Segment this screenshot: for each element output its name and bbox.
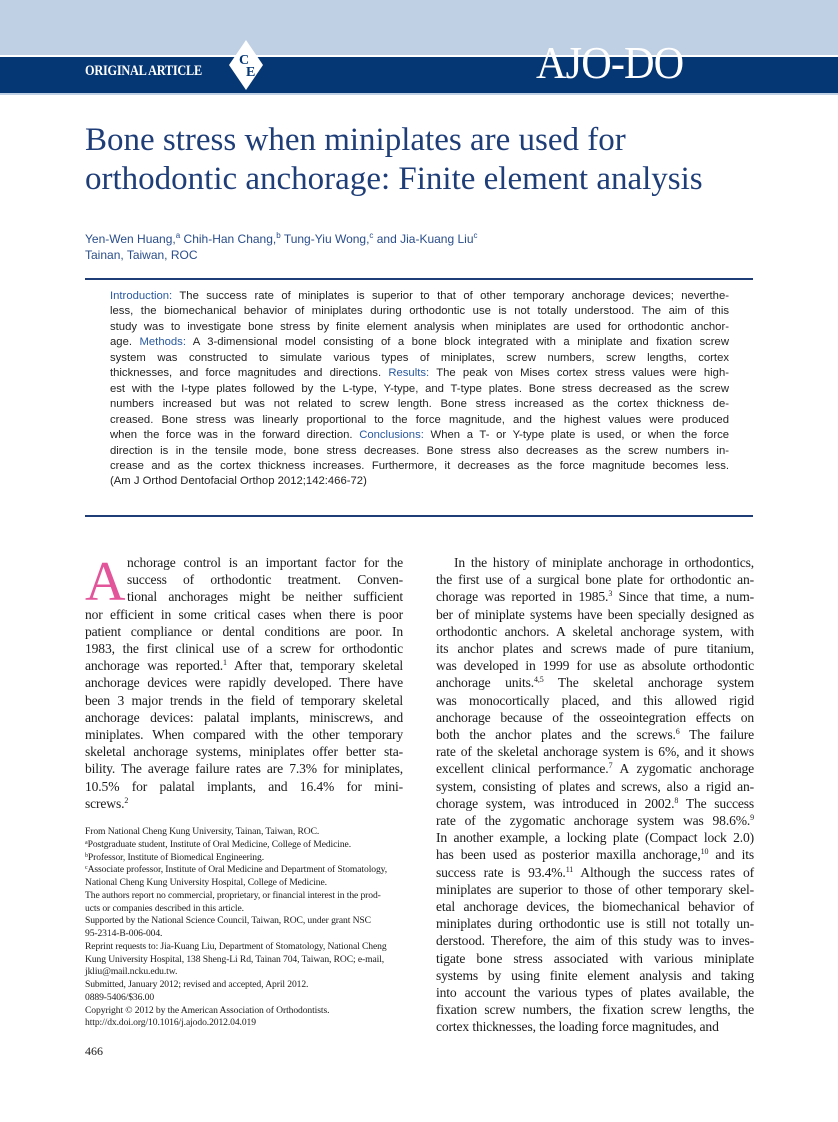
- text-line: [436, 932, 754, 949]
- text-segment: fixation screw numbers, the fixation screw lengths, the: [436, 1002, 754, 1018]
- abstract-section-label: Methods:: [139, 336, 186, 349]
- author-location: Tainan, Taiwan, ROC: [85, 248, 198, 262]
- text-segment: creased. Bone stress was linearly proportional to the force magnitude, and the highest values were produced: [110, 413, 729, 426]
- reference-superscript: 4,5: [534, 675, 544, 685]
- header-divider: [0, 93, 838, 95]
- text-segment: has been used as posterior maxilla anchorage,: [436, 847, 701, 863]
- section-label: ORIGINAL ARTICLE: [85, 63, 202, 79]
- text-segment: rate of the zygomatic anchorage system was 98.6%.: [436, 813, 751, 829]
- author-name: Tung-Yiu Wong,: [280, 232, 370, 246]
- text-segment: anchorage was reported.: [85, 658, 224, 674]
- text-line: [85, 826, 403, 839]
- text-segment: nor efficient in some critical cases when there is poor: [85, 606, 403, 622]
- text-segment: the first use of a surgical bone plate for orthodontic an-: [436, 572, 754, 588]
- text-line: [436, 1018, 754, 1035]
- text-line: [436, 640, 754, 657]
- text-segment: Copyright © 2012 by the American Association of Orthodontists.: [85, 1004, 330, 1016]
- text-segment: 1983, the first clinical use of a screw for orthodontic: [85, 641, 403, 657]
- text-line: [436, 898, 754, 915]
- text-segment: From National Cheng Kung University, Tainan, Taiwan, ROC.: [85, 826, 320, 837]
- text-line: [85, 571, 403, 588]
- text-line: [85, 657, 403, 674]
- text-segment: was developed in 1999 for use as absolute orthodontic: [436, 658, 754, 674]
- text-segment: 0889-5406/$36.00: [85, 991, 155, 1003]
- text-segment: cortex thicknesses, the loading force magnitudes, and: [436, 1019, 719, 1035]
- text-segment: The authors report no commercial, proprietary, or financial interest in the prod-: [85, 889, 381, 901]
- drop-cap: A: [85, 551, 126, 613]
- text-segment: into account the various types of plates available, the: [436, 985, 754, 1001]
- text-segment: The peak von Mises cortex stress values were high-: [429, 367, 729, 380]
- text-line: [85, 839, 403, 852]
- text-segment: A zygomatic anchorage: [612, 761, 754, 777]
- text-segment: been 3 major trends in the field of temporary skeletal: [85, 692, 403, 708]
- text-segment: miniplates are superior to those of other temporary skel-: [436, 881, 754, 897]
- text-segment: ber of miniplate systems have been specially designed as: [436, 606, 754, 622]
- reference-superscript: 1: [223, 658, 227, 668]
- abstract-section-label: Conclusions:: [359, 429, 424, 442]
- text-segment: anchorage devices: palatal implants, miniscrews, and: [85, 709, 403, 725]
- text-line: [110, 444, 729, 459]
- text-line: [85, 554, 403, 571]
- text-line: [436, 606, 754, 623]
- text-segment: jkliu@mail.ncku.edu.tw.: [85, 966, 178, 978]
- reference-superscript: c: [85, 865, 88, 872]
- text-segment: tigate bone stress associated with various miniplate: [436, 950, 754, 966]
- text-line: [110, 289, 729, 304]
- text-line: [85, 992, 403, 1005]
- text-segment: Since that time, a num-: [612, 589, 755, 605]
- text-line: [436, 726, 754, 743]
- reference-superscript: 11: [565, 864, 574, 874]
- title-line: orthodontic anchorage: Finite element analysis: [85, 161, 703, 197]
- abstract-top-rule: [85, 278, 753, 280]
- text-segment: tional anchorages might be neither sufficient: [127, 589, 403, 605]
- text-segment: skeletal anchorage systems, miniplates offer better sta-: [85, 744, 403, 760]
- text-segment: Professor, Institute of Biomedical Engineering.: [87, 851, 264, 863]
- text-segment: anchorage units.: [436, 675, 535, 691]
- author-name: Chih-Han Chang,: [180, 232, 277, 246]
- text-segment: success of orthodontic treatment. Conven-: [127, 572, 403, 588]
- text-line: [85, 674, 403, 691]
- text-line: [85, 864, 403, 877]
- reference-superscript: a: [85, 839, 88, 846]
- author-name: Yen-Wen Huang,: [85, 232, 176, 246]
- text-line: [110, 366, 729, 381]
- text-line: [110, 428, 729, 443]
- text-segment: Postgraduate student, Institute of Oral Medicine, College of Medicine.: [87, 838, 352, 850]
- author-name: and Jia-Kuang Liu: [373, 232, 474, 246]
- text-segment: etal anchorage devices, the biomechanical behavior of: [436, 899, 754, 915]
- text-line: [436, 674, 754, 691]
- text-line: [85, 966, 403, 979]
- text-line: [110, 397, 729, 412]
- text-segment: was monocortically placed, and this allowed rigid: [436, 692, 754, 708]
- text-segment: when the force was in the forward direction.: [110, 429, 360, 442]
- text-segment: miniplates during orthodontic use is still not totally un-: [436, 916, 754, 932]
- text-segment: study was to investigate bone stress by finite element analysis when miniplates are used for orthodontic anchor-: [110, 320, 729, 333]
- text-line: [85, 640, 403, 657]
- text-segment: Supported by the National Science Council, Taiwan, ROC, under grant NSC: [85, 915, 371, 927]
- text-line: [85, 877, 403, 890]
- header-light-band: [0, 0, 838, 55]
- text-line: [436, 812, 754, 829]
- text-segment: Reprint requests to: Jia-Kuang Liu, Department of Stomatology, National Cheng: [85, 940, 387, 952]
- text-line: [85, 915, 403, 928]
- text-segment: A 3-dimensional model consisting of a bone block integrated with a miniplate and fixation screw: [185, 336, 729, 349]
- text-segment: age.: [110, 336, 140, 349]
- text-line: [85, 890, 403, 903]
- text-segment: est with the I-type plates followed by the L-type, Y-type, and T-type plates. Bone stress decreased as the screw: [110, 382, 729, 395]
- text-line: [436, 846, 754, 863]
- text-line: [85, 760, 403, 777]
- abstract-section-label: Introduction:: [110, 290, 173, 302]
- ce-badge-bottom: E: [246, 65, 256, 80]
- text-line: [85, 623, 403, 640]
- text-line: [85, 954, 403, 967]
- footnotes: [85, 826, 403, 1030]
- text-line: [436, 657, 754, 674]
- text-line: [85, 928, 403, 941]
- authors-block: [85, 228, 478, 263]
- text-segment: system was constructed to simulate various types of miniplates, screw numbers, screw lengths, cortex: [110, 351, 729, 364]
- text-segment: less, the biomechanical behavior of miniplates during orthodontic use is not totally understood. The aim of this: [110, 305, 729, 318]
- text-segment: screws.: [85, 795, 125, 811]
- article-title: [85, 121, 785, 199]
- text-line: [85, 795, 403, 812]
- author-affiliation-mark: c: [473, 231, 478, 240]
- text-line: [110, 304, 729, 319]
- text-line: [85, 606, 403, 623]
- text-line: [436, 760, 754, 777]
- text-segment: The skeletal anchorage system: [543, 675, 754, 691]
- text-line: [110, 335, 729, 350]
- reference-superscript: 9: [750, 813, 754, 823]
- text-line: [110, 320, 729, 335]
- title-line: Bone stress when miniplates are used for: [85, 122, 626, 158]
- text-segment: The failure: [679, 727, 754, 743]
- text-line: [85, 743, 403, 760]
- text-segment: and its: [708, 847, 754, 863]
- text-line: [436, 778, 754, 795]
- text-line: [85, 852, 403, 865]
- reference-superscript: 2: [124, 795, 129, 805]
- text-line: [436, 709, 754, 726]
- body-column-left: [85, 551, 403, 812]
- text-segment: numbers increased but was not related to screw length. Bone stress increased as the cortex thickness de-: [110, 398, 729, 411]
- text-segment: patient compliance or dental conditions are poor. In: [85, 623, 403, 639]
- text-segment: rate of the skeletal anchorage system is 6%, and it shows: [436, 744, 754, 760]
- text-segment: Although the success rates of: [573, 864, 754, 880]
- text-line: [436, 623, 754, 640]
- ce-badge-icon: [229, 40, 263, 90]
- text-line: [436, 864, 754, 881]
- text-line: [110, 413, 729, 428]
- text-segment: 95-2314-B-006-004.: [85, 928, 163, 939]
- page-number: 466: [85, 1044, 103, 1058]
- text-line: [85, 588, 403, 605]
- text-segment: thicknesses, and force magnitudes and directions.: [110, 367, 389, 380]
- text-segment: The success: [678, 795, 754, 811]
- text-line: [85, 709, 403, 726]
- text-line: [110, 351, 729, 366]
- text-line: [436, 571, 754, 588]
- text-line: [85, 979, 403, 992]
- text-segment: 10.5% for palatal implants, and 16.4% for mini-: [85, 778, 403, 794]
- body-column-right: [436, 554, 754, 1036]
- text-line: [110, 459, 729, 474]
- text-line: [85, 1017, 403, 1030]
- text-line: [85, 692, 403, 709]
- text-segment: systems by using finite element analysis and taking: [436, 967, 754, 983]
- reference-superscript: 6: [675, 727, 680, 737]
- text-line: [110, 382, 729, 397]
- text-line: [85, 726, 403, 743]
- abstract-bottom-rule: [85, 515, 753, 517]
- text-segment: success rate is 93.4%.: [436, 864, 566, 880]
- text-line: [436, 554, 754, 571]
- text-segment: miniplates. When compared with the other temporary: [85, 727, 403, 743]
- text-segment: anchorage because of the osseointegration effects on: [436, 709, 754, 725]
- text-segment: chorage was reported in 1985.: [436, 589, 609, 605]
- text-segment: In the history of miniplate anchorage in orthodontics,: [454, 555, 754, 570]
- reference-superscript: 10: [700, 847, 709, 857]
- abstract-section-label: Results:: [388, 367, 430, 380]
- text-segment: http://dx.doi.org/10.1016/j.ajodo.2012.04.019: [85, 1017, 256, 1029]
- author-list: [85, 228, 478, 247]
- text-line: [436, 692, 754, 709]
- text-line: [436, 915, 754, 932]
- text-line: [436, 1001, 754, 1018]
- text-line: [85, 903, 403, 916]
- abstract: [110, 289, 729, 490]
- author-affiliation-mark: a: [175, 231, 181, 240]
- text-segment: In another example, a locking plate (Compact lock 2.0): [436, 830, 754, 846]
- text-segment: When a T- or Y-type plate is used, or when the force: [423, 429, 730, 442]
- text-segment: National Cheng Kung University Hospital, College of Medicine.: [85, 877, 327, 888]
- text-segment: nchorage control is an important factor for the: [127, 555, 403, 570]
- text-line: [436, 743, 754, 760]
- text-line: [85, 941, 403, 954]
- text-line: [110, 474, 729, 489]
- reference-superscript: b: [85, 852, 88, 859]
- text-segment: After that, temporary skeletal: [226, 658, 403, 674]
- author-affiliation-mark: b: [276, 231, 281, 240]
- text-line: [436, 967, 754, 984]
- text-line: [85, 778, 403, 795]
- reference-superscript: 3: [608, 589, 613, 599]
- text-segment: direction is in the tensile mode, bone stress decreases. Bone stress also decreases as the screw numbers in-: [110, 444, 729, 457]
- text-segment: chorage system, was introduced in 2002.: [436, 795, 675, 811]
- text-segment: anchorage devices were rapidly developed. There have: [85, 675, 403, 691]
- journal-logo: AJO-DO: [536, 37, 684, 88]
- text-segment: (Am J Orthod Dentofacial Orthop 2012;142:466-72): [110, 475, 367, 488]
- text-segment: ucts or companies described in this article.: [85, 902, 244, 914]
- text-segment: its anchor plates and screws made of pure titanium,: [436, 641, 754, 657]
- text-segment: crease and as the cortex thickness increases. Furthermore, it decreases as the force magnitude becomes less.: [110, 459, 729, 472]
- text-segment: Submitted, January 2012; revised and accepted, April 2012.: [85, 979, 309, 990]
- text-segment: bility. The average failure rates are 7.3% for miniplates,: [85, 761, 403, 777]
- text-line: [436, 829, 754, 846]
- text-segment: system, consisting of plates and screws, also a rigid an-: [436, 778, 754, 794]
- text-line: [436, 984, 754, 1001]
- text-segment: orthodontic anchors. A skeletal anchorage system, with: [436, 623, 754, 639]
- text-line: [436, 881, 754, 898]
- ce-badge-top: C: [239, 53, 250, 68]
- text-line: [436, 588, 754, 605]
- text-segment: derstood. Therefore, the aim of this study was to inves-: [436, 933, 754, 949]
- reference-superscript: 8: [674, 795, 679, 805]
- text-line: [436, 950, 754, 967]
- text-segment: The success rate of miniplates is superior to that of other temporary anchorage devices; neverthe-: [172, 290, 729, 302]
- author-affiliation-mark: c: [369, 231, 374, 240]
- text-segment: Kung University Hospital, 138 Sheng-Li Rd, Tainan 704, Taiwan, ROC; e-mail,: [85, 953, 385, 965]
- reference-superscript: 7: [608, 761, 613, 771]
- text-segment: Associate professor, Institute of Oral Medicine and Department of Stomatology,: [87, 864, 388, 876]
- text-segment: excellent clinical performance.: [436, 761, 609, 777]
- text-segment: both the anchor plates and the screws.: [436, 727, 676, 743]
- text-line: [436, 795, 754, 812]
- text-line: [85, 1005, 403, 1018]
